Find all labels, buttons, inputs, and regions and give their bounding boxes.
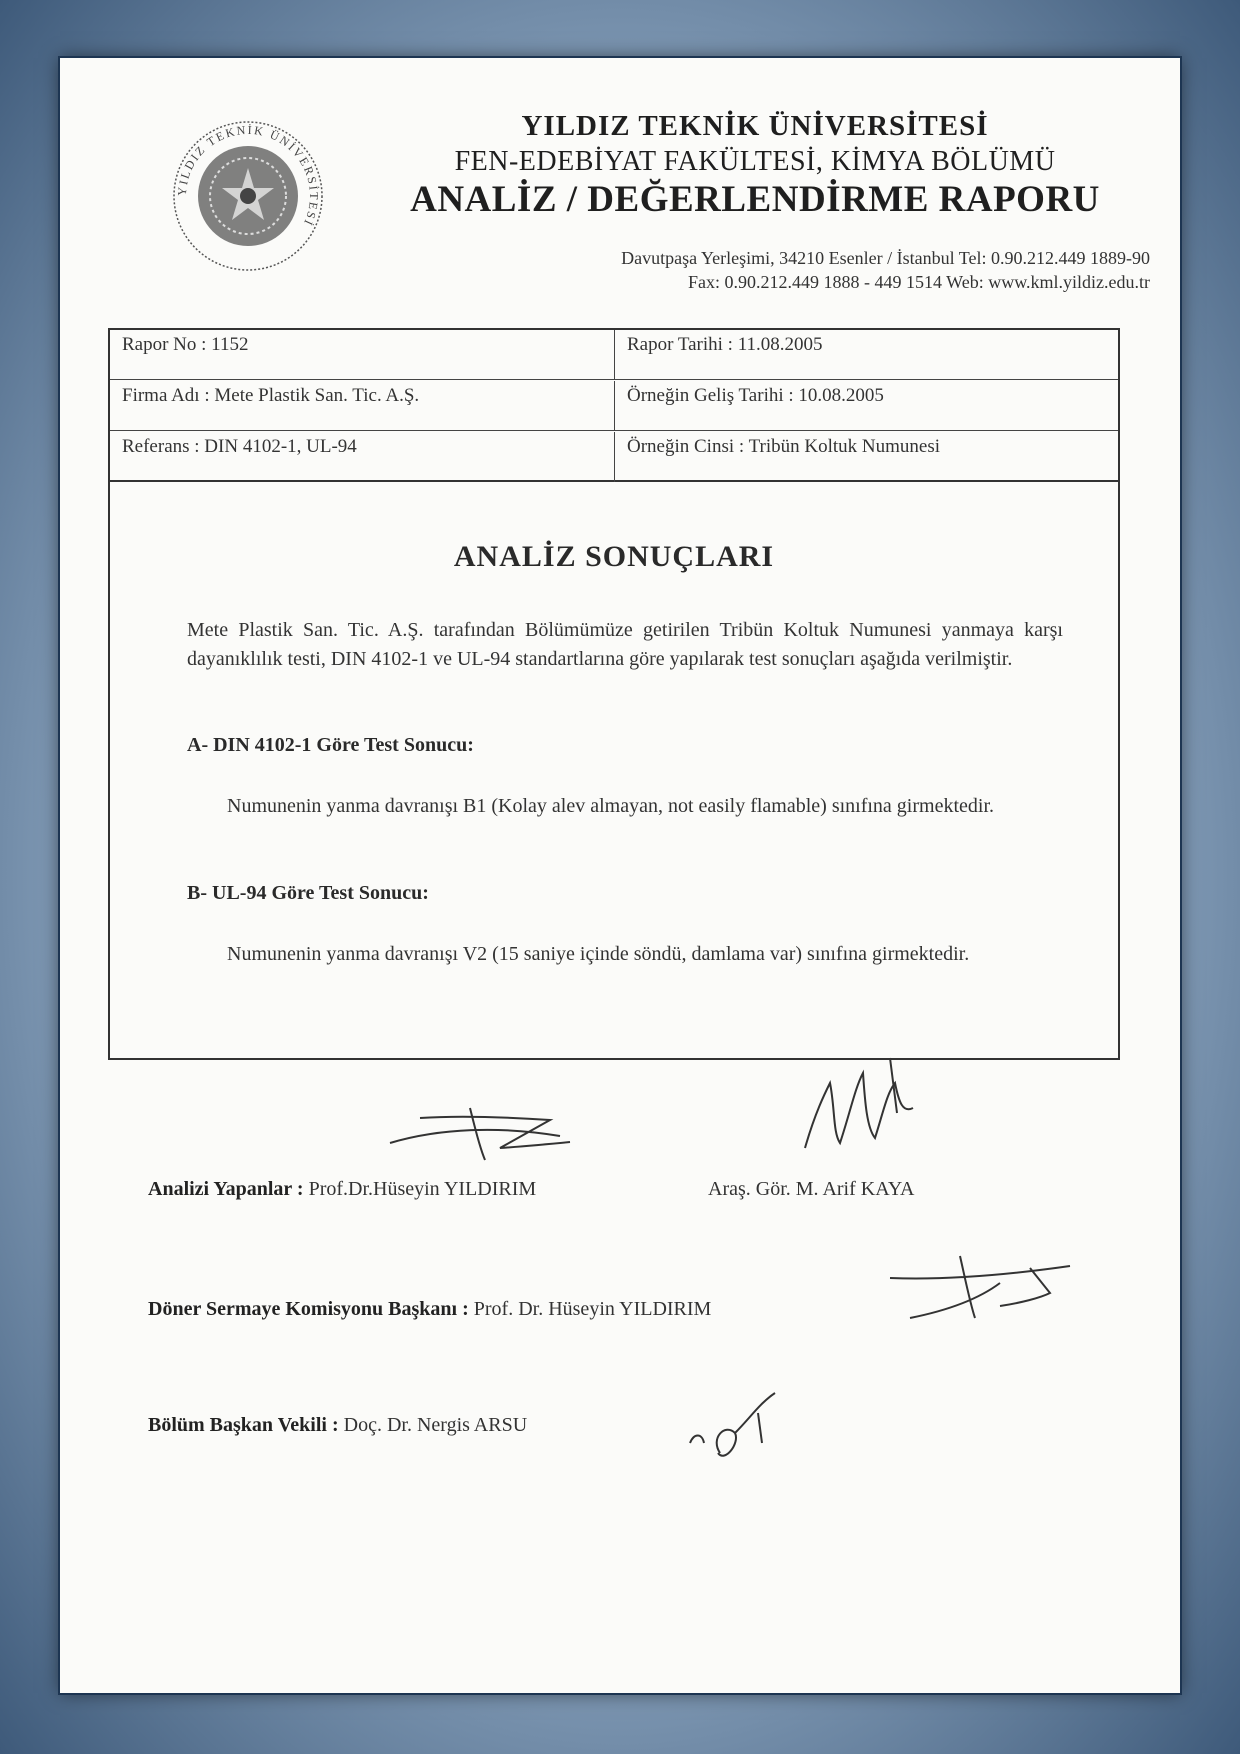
department-label: Bölüm Başkan Vekili :: [148, 1414, 339, 1436]
analysts-label: Analizi Yapanlar :: [148, 1178, 304, 1200]
analyst-2: Araş. Gör. M. Arif KAYA: [708, 1178, 915, 1200]
section-a-title: A- DIN 4102-1 Göre Test Sonucu:: [187, 734, 474, 756]
info-row: [110, 381, 1118, 431]
report-document: [60, 58, 1180, 1693]
signature-yildirim-2: [880, 1248, 1080, 1328]
university-name: YILDIZ TEKNİK ÜNİVERSİTESİ: [521, 110, 989, 142]
analysts-line: [148, 1178, 536, 1201]
sample-type: Örneğin Cinsi : Tribün Koltuk Numunesi: [627, 436, 940, 457]
analyst-1: Prof.Dr.Hüseyin YILDIRIM: [308, 1178, 537, 1200]
company-name: Firma Adı : Mete Plastik San. Tic. A.Ş.: [110, 381, 615, 430]
signature-kaya: [795, 1053, 935, 1163]
results-intro: Mete Plastik San. Tic. A.Ş. tarafından Bölümümüze getirilen Tribün Koltuk Numunesi yanmaya karşı dayanıklılık testi, DIN 4102-1 ve UL-94 standartlarına göre yapılarak test sonuçları aşağıda verilmiştir.: [187, 619, 1063, 670]
sample-arrival-date: Örneğin Geliş Tarihi : 10.08.2005: [627, 385, 884, 406]
department-line: [148, 1414, 527, 1437]
reference: Referans : DIN 4102-1, UL-94: [110, 432, 615, 482]
info-row: [110, 330, 1118, 380]
report-info-table: [108, 328, 1120, 482]
analysis-results-box: [108, 480, 1120, 1060]
results-title: ANALİZ SONUÇLARI: [453, 540, 775, 573]
svg-text:YILDIZ TEKNİK ÜNİVERSİTESİ: YILDIZ TEKNİK ÜNİVERSİTESİ: [174, 122, 322, 229]
contact-line: Fax: 0.90.212.449 1888 - 449 1514 Web: www.kml.yildiz.edu.tr: [687, 272, 1150, 292]
section-b-title: B- UL-94 Göre Test Sonucu:: [187, 882, 429, 904]
committee-line: [148, 1298, 711, 1321]
signature-arsu: [680, 1383, 790, 1473]
committee-name: Prof. Dr. Hüseyin YILDIRIM: [473, 1298, 712, 1320]
section-b-text: Numunenin yanma davranışı V2 (15 saniye içinde söndü, damlama var) sınıfına girmektedir.: [227, 943, 970, 965]
report-type-title: ANALİZ / DEĞERLENDİRME RAPORU: [410, 179, 1100, 220]
report-no: Rapor No : 1152: [110, 330, 615, 379]
faculty-name: FEN-EDEBİYAT FAKÜLTESİ, KİMYA BÖLÜMÜ: [454, 146, 1056, 177]
committee-label: Döner Sermaye Komisyonu Başkanı :: [148, 1298, 469, 1320]
department-head-name: Doç. Dr. Nergis ARSU: [343, 1414, 528, 1436]
section-a-text: Numunenin yanma davranışı B1 (Kolay alev almayan, not easily flamable) sınıfına girmektedir.: [227, 795, 995, 817]
report-date: Rapor Tarihi : 11.08.2005: [627, 334, 823, 355]
university-seal-icon: [168, 116, 328, 276]
info-row: [110, 432, 1118, 482]
address-line: Davutpaşa Yerleşimi, 34210 Esenler / İstanbul Tel: 0.90.212.449 1889-90: [621, 248, 1150, 268]
signature-yildirim-1: [380, 1098, 580, 1168]
